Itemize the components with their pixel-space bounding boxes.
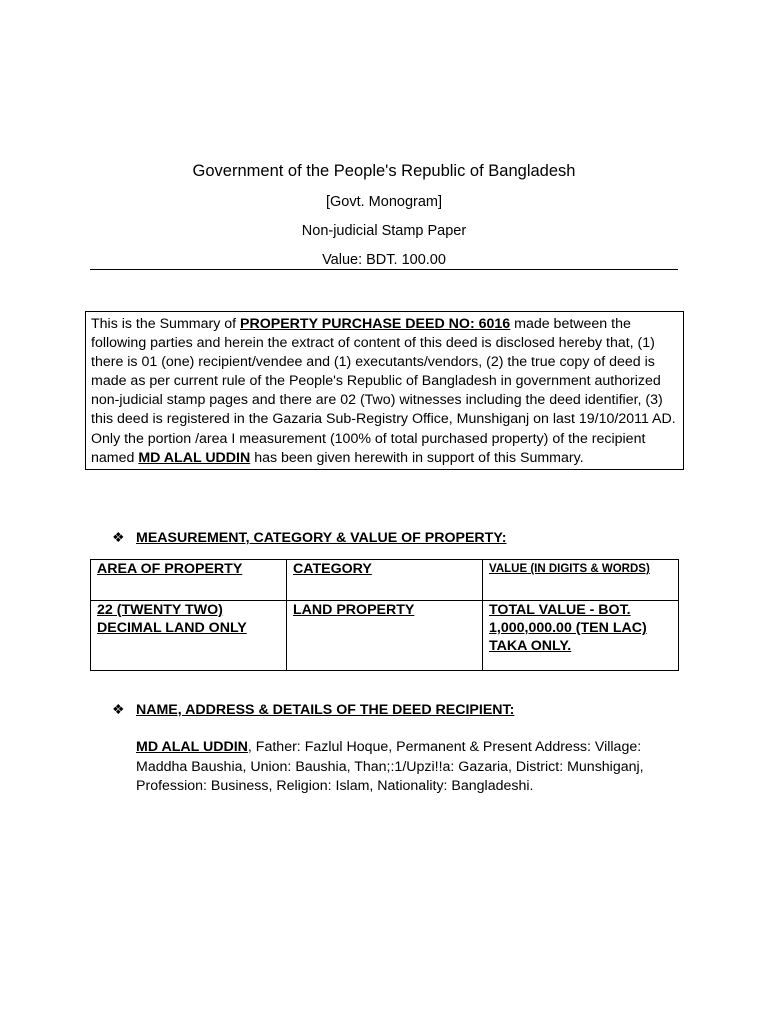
summary-recipient-name: MD ALAL UDDIN — [138, 449, 251, 466]
header-divider — [90, 269, 678, 270]
table-cell-category: LAND PROPERTY — [287, 601, 483, 671]
deed-number: PROPERTY PURCHASE DEED NO: 6016 — [240, 316, 511, 332]
summary-text-1: This is the Summary of — [91, 316, 241, 332]
diamond-bullet-icon: ❖ — [112, 530, 125, 546]
section-heading-text: MEASUREMENT, CATEGORY & VALUE OF PROPERTY: — [136, 530, 507, 546]
table-cell-area: 22 (TWENTY TWO) DECIMAL LAND ONLY — [91, 601, 287, 671]
summary-text-2: made between the following parties and herein the extract of content of this deed is disclosed hereby that, (1) there is 01 (one) recipient/vendee and (1) executants/vendors, (2) the true copy of deed is made as per current rule of the People's Republic of Bangladesh in government authorized non-judicial stamp pages and there are 02 (Two) witnesses including the deed identifier, (3) this deed is registered in the Gazaria Sub-Registry Office, Munshiganj on last 19/10/2011 AD. Only the portion /area I measurement (100% of total purchased property) of the recipient named — [91, 316, 676, 466]
recipient-details-text: , Father: Fazlul Hoque, Permanent & Present Address: Village: Maddha Baushia, Union: Baushia, Than;:1/Upzi!!a: Gazaria, District: Munshiganj, Profession: Business, Religion: Islam, Nationality: Bangladeshi. — [136, 739, 644, 794]
government-title: Government of the People's Republic of Bangladesh — [192, 162, 576, 180]
paper-type: Non-judicial Stamp Paper — [301, 223, 467, 239]
table-cell-value: TOTAL VALUE - BOT. 1,000,000.00 (TEN LAC) TAKA ONLY. — [483, 601, 679, 671]
section-heading-text: NAME, ADDRESS & DETAILS OF THE DEED RECIPIENT: — [136, 702, 515, 718]
monogram-label: [Govt. Monogram] — [325, 194, 443, 210]
document-header — [90, 158, 678, 269]
property-table — [90, 559, 679, 671]
section-heading-recipient — [112, 701, 514, 719]
section-heading-measurement — [112, 529, 506, 547]
summary-box — [85, 311, 684, 470]
table-row — [91, 601, 679, 671]
stamp-value: Value: BDT. 100.00 — [322, 252, 446, 268]
table-header-cell: CATEGORY — [287, 560, 483, 601]
recipient-name: MD ALAL UDDIN — [136, 739, 248, 755]
summary-text-3: has been given herewith in support of this Summary. — [250, 449, 584, 466]
diamond-bullet-icon: ❖ — [112, 702, 125, 718]
table-header-cell: AREA OF PROPERTY — [91, 560, 287, 601]
recipient-details — [136, 738, 681, 797]
table-header-row — [91, 560, 679, 601]
table-header-cell: VALUE (IN DIGITS & WORDS) — [483, 560, 679, 601]
